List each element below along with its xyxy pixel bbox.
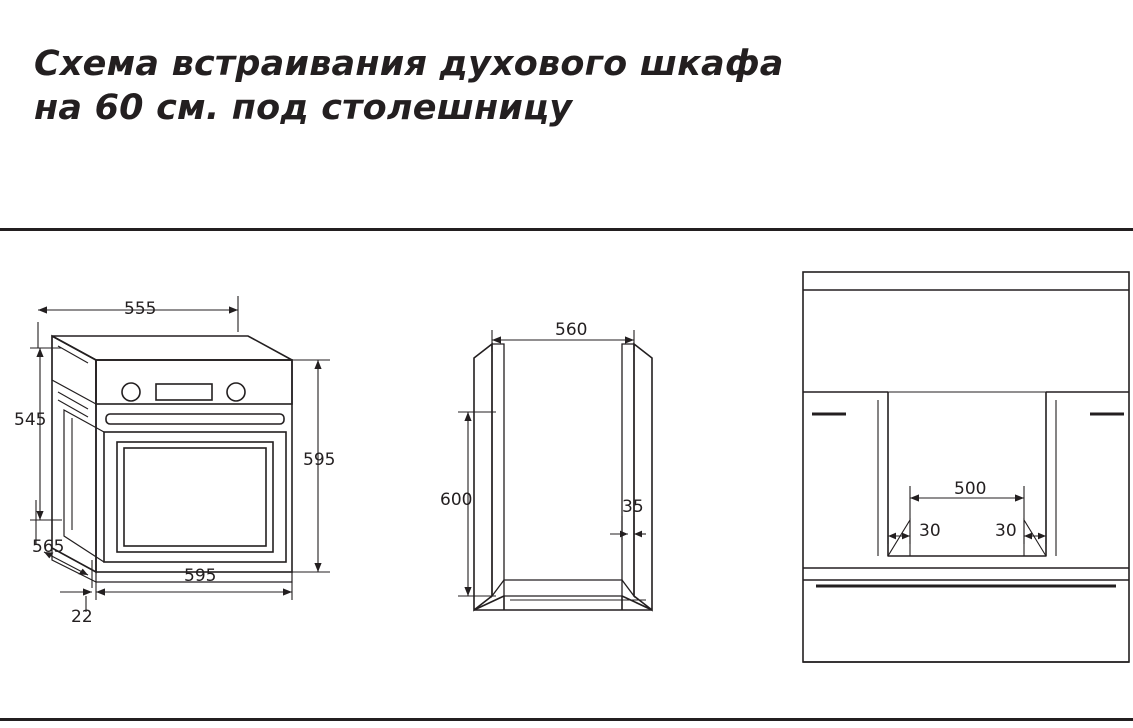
dim-label-500: 500 (954, 479, 987, 499)
dim-label-30-right: 30 (995, 521, 1017, 541)
cabinet-front-body (803, 272, 1129, 662)
cabinet-niche-body (474, 344, 652, 610)
dim-label-35: 35 (622, 497, 644, 517)
oven-3d-dimension-lines (30, 296, 330, 612)
cabinet-niche-dimension-lines (458, 330, 646, 596)
oven-3d-body (52, 336, 292, 582)
dim-label-30-left: 30 (919, 521, 941, 541)
dim-label-595-width: 595 (184, 566, 217, 586)
dim-label-560: 560 (555, 320, 588, 340)
title-line-1: Схема встраивания духового шкафа (34, 44, 784, 84)
dim-label-595-height: 595 (303, 450, 336, 470)
dim-label-555: 555 (124, 299, 157, 319)
dim-label-600: 600 (440, 490, 473, 510)
dim-label-22: 22 (71, 607, 93, 627)
dim-label-545: 545 (14, 410, 47, 430)
dim-label-565: 565 (32, 537, 65, 557)
title-line-2: на 60 см. под столешницу (34, 88, 573, 128)
